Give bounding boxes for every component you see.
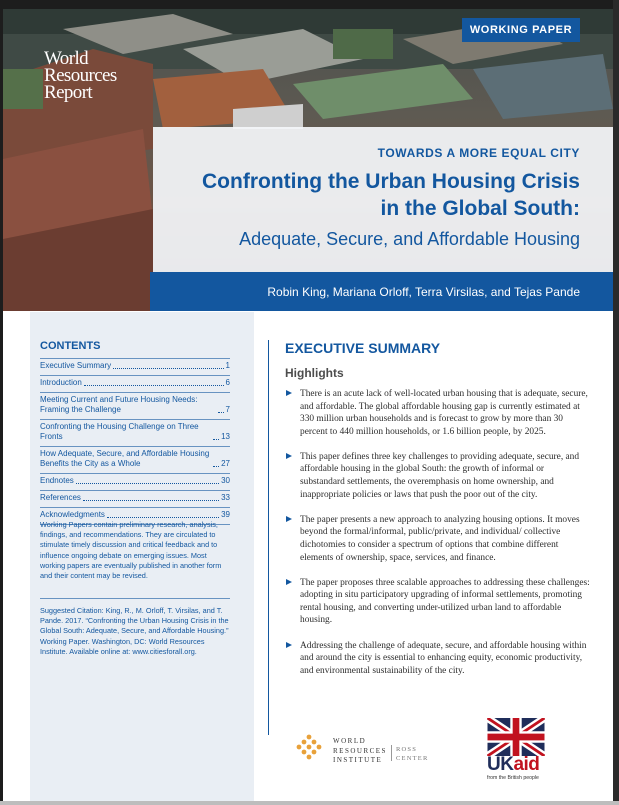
wri-line: RESOURCES (333, 746, 387, 755)
toc-divider (40, 507, 230, 508)
executive-summary-heading: EXECUTIVE SUMMARY (285, 340, 441, 356)
toc-entry[interactable] (40, 449, 230, 469)
toc-entry-title: Endnotes (40, 476, 74, 485)
bullet-arrow-icon (286, 516, 292, 522)
ukaid-wordmark (487, 755, 539, 775)
bullet-text: The paper presents a new approach to analyzing housing options. It moves beyond the formal/informal, public/private, and individual/ collective dichotomies to consider a spectrum of options that combine different elements of ownership, space, services, and finance. (300, 514, 580, 563)
wrr-logo (44, 50, 117, 101)
bullet-text: This paper defines three key challenges to providing adequate, secure, and affordable housing in the global South: the growth of informal or substandard settlements, the overemphasis on home ownership, and inappropriate policies or laws that push the poor out of the city. (300, 451, 580, 500)
union-jack-icon (487, 718, 545, 756)
table-of-contents (40, 356, 230, 527)
toc-entry[interactable] (40, 510, 230, 520)
logo-line: Resources (44, 65, 117, 86)
toc-entry-title: Introduction (40, 378, 82, 387)
document-title (150, 168, 580, 222)
list-item (286, 640, 591, 678)
bullet-arrow-icon (286, 642, 292, 648)
wri-logo-icon (295, 733, 323, 761)
wri-line: INSTITUTE (333, 756, 383, 764)
toc-divider (40, 392, 230, 393)
toc-entry-page: 13 (221, 432, 230, 441)
series-label: TOWARDS A MORE EQUAL CITY (377, 146, 580, 160)
ross-line: CENTER (396, 754, 429, 762)
toc-divider (40, 473, 230, 474)
bullet-arrow-icon (286, 453, 292, 459)
list-item (286, 514, 591, 564)
bullet-arrow-icon (286, 579, 292, 585)
toc-entry[interactable] (40, 378, 230, 388)
title-line: in the Global South: (380, 197, 580, 220)
toc-entry[interactable] (40, 395, 230, 415)
highlights-list (286, 388, 591, 690)
toc-entry-title: How Adequate, Secure, and Affordable Housing Benefits the City as a Whole (40, 449, 210, 468)
working-paper-note: Working Papers contain preliminary research, analysis, findings, and recommendations. They are circulated to stimulate timely discussion and critical feedback and to influence ongoing debate on emerging issues. Most working papers are eventually published in another form and their content may be revised. (40, 520, 222, 581)
toc-entry-page: 1 (225, 361, 230, 370)
wri-line: WORLD (333, 737, 367, 745)
toc-divider (40, 358, 230, 359)
toc-entry-title: References (40, 493, 81, 502)
author-bar (150, 272, 613, 311)
list-item (286, 388, 591, 438)
page-edge-top (0, 0, 619, 9)
note-divider (40, 598, 230, 599)
toc-entry-page: 6 (225, 378, 230, 387)
toc-divider (40, 375, 230, 376)
toc-entry[interactable] (40, 361, 230, 371)
bullet-arrow-icon (286, 390, 292, 396)
list-item (286, 577, 591, 627)
toc-divider (40, 446, 230, 447)
highlights-heading: Highlights (285, 366, 344, 380)
list-item (286, 451, 591, 501)
bullet-text: The paper proposes three scalable approaches to addressing these challenges: adopting in situ participatory upgrading of informal settlements, promoting rental housing, and converting under-utilized urban land to affordable housing. (300, 577, 590, 626)
contents-heading: CONTENTS (40, 340, 101, 352)
ukaid-aid: aid (513, 754, 540, 775)
toc-entry[interactable] (40, 476, 230, 486)
authors: Robin King, Mariana Orloff, Terra Virsilas, and Tejas Pande (267, 284, 580, 299)
column-divider (268, 340, 269, 735)
logo-line: World (44, 48, 89, 69)
ukaid-uk: UK (487, 754, 514, 775)
bullet-text: There is an acute lack of well-located urban housing that is adequate, secure, and affordable. The global affordable housing gap is currently estimated at 330 million urban households and is forecast to grow by more than 30 percent to 440 million households, or 1.6 billion people, by 2025. (300, 389, 588, 437)
working-paper-badge: WORKING PAPER (462, 18, 580, 42)
wri-wordmark (333, 737, 387, 766)
toc-entry-page: 27 (221, 459, 230, 468)
bullet-text: Addressing the challenge of adequate, secure, and affordable housing within and around the city is essential to enhancing equity, economic productivity, and environmental sustainability of the city. (300, 640, 587, 676)
toc-entry-title: Executive Summary (40, 361, 112, 370)
page-edge-bottom (0, 801, 619, 805)
toc-entry[interactable] (40, 422, 230, 442)
toc-divider (40, 490, 230, 491)
toc-entry-title: Acknowledgments (40, 510, 105, 519)
title-line: Confronting the Urban Housing Crisis (202, 170, 580, 193)
toc-entry-title: Meeting Current and Future Housing Needs: Framing the Challenge (40, 395, 198, 414)
toc-entry-page: 33 (221, 493, 230, 502)
ukaid-tagline: from the British people (487, 775, 539, 781)
ross-line: ROSS (396, 746, 418, 753)
toc-entry-title: Confronting the Housing Challenge on Three Fronts (40, 422, 199, 441)
document-subtitle: Adequate, Secure, and Affordable Housing (239, 229, 580, 249)
toc-entry[interactable] (40, 493, 230, 503)
toc-entry-page: 7 (225, 405, 230, 414)
page-edge-right (613, 0, 619, 805)
toc-entry-page: 30 (221, 476, 230, 485)
logo-separator (391, 745, 392, 761)
toc-divider (40, 419, 230, 420)
ross-center-wordmark (396, 746, 428, 763)
suggested-citation: Suggested Citation: King, R., M. Orloff, T. Virsilas, and T. Pande. 2017. “Confronting the Urban Housing Crisis in the Global South: Adequate, Secure, and Affordable Housing.” Working Paper. Washington, DC: World Resources Institute. Available online at: www.citiesforall.org. (40, 606, 229, 656)
toc-entry-page: 39 (221, 510, 230, 519)
logo-line: Report (44, 82, 93, 103)
